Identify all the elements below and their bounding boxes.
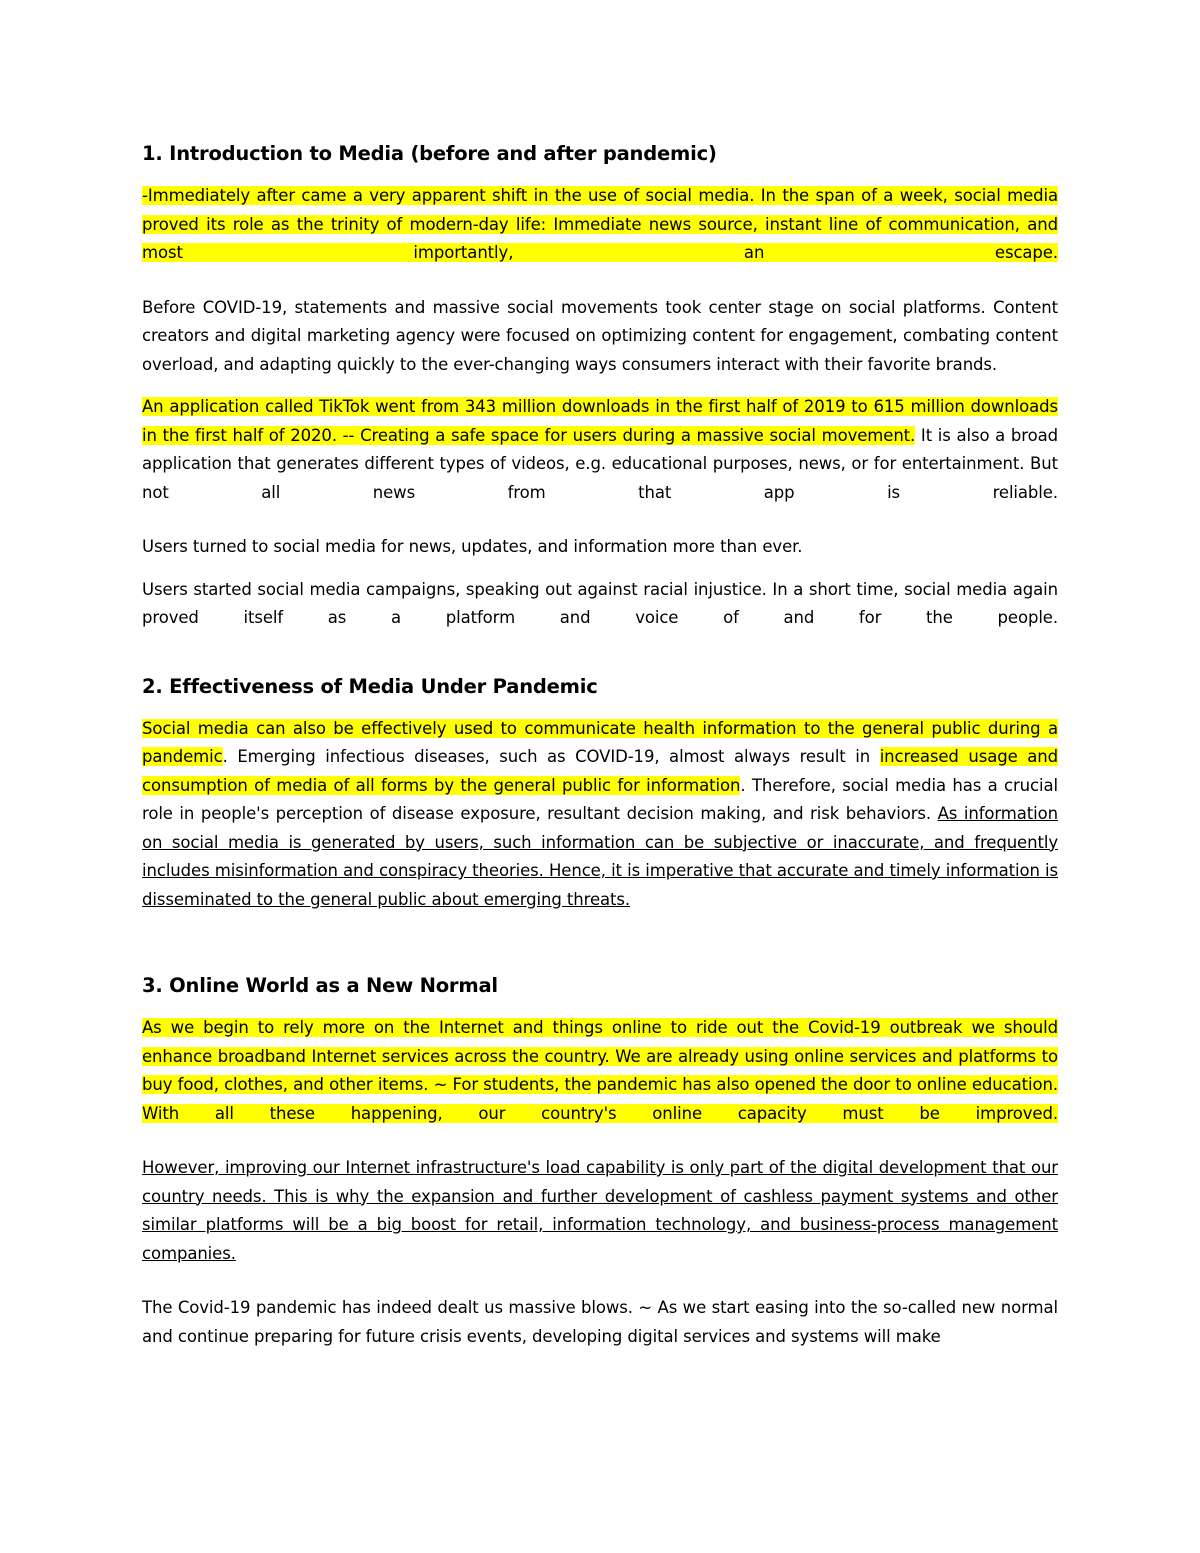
section-3-paragraph-1 bbox=[142, 1014, 1058, 1128]
section-1-paragraph-4: Users turned to social media for news, updates, and information more than ever. bbox=[142, 537, 803, 556]
section-1-paragraph-3 bbox=[142, 393, 1058, 507]
section-1-paragraph-1 bbox=[142, 182, 1058, 268]
section-1-heading: 1. Introduction to Media (before and after pandemic) bbox=[142, 142, 717, 165]
underlined-text: As information on social media is generated by users, such information can be subjective or inaccurate, and frequently includes misinformation and conspiracy theories. Hence, it is imperative that accurate and timely information is disseminated to the general public about emerging threats. bbox=[142, 804, 1058, 909]
section-3-heading: 3. Online World as a New Normal bbox=[142, 974, 498, 997]
highlighted-text: An application called TikTok went from 343 million downloads in the first half of 2019 to 615 million downloads in the first half of 2020. -- Creating a safe space for users during a massive social movement. bbox=[142, 397, 1058, 445]
paragraph-text: It is also a broad application that generates different types of videos, e.g. educational purposes, news, or for entertainment. But not all news from that app is reliable. bbox=[142, 425, 1058, 502]
highlighted-text: -Immediately after came a very apparent shift in the use of social media. In the span of a week, social media proved its role as the trinity of modern-day life: Immediate news source, instant line of communication, and most importantly, an escape. bbox=[142, 186, 1058, 262]
section-3-paragraph-2 bbox=[142, 1154, 1058, 1268]
underlined-text: However, improving our Internet infrastructure's load capability is only part of the digital development that our country needs. This is why the expansion and further development of cashless payment systems and other similar platforms will be a big boost for retail, information technology, and business-process management companies. bbox=[142, 1158, 1058, 1263]
highlighted-text: As we begin to rely more on the Internet and things online to ride out the Covid-19 outbreak we should enhance broadband Internet services across the country. We are already using online services and platforms to buy food, clothes, and other items. ~ For students, the pandemic has also opened the door to online education. With all these happening, our country's online capacity must be improved. bbox=[142, 1018, 1058, 1123]
paragraph-text: . Emerging infectious diseases, such as COVID-19, almost always result in bbox=[222, 747, 880, 766]
section-3-paragraph-3: The Covid-19 pandemic has indeed dealt us massive blows. ~ As we start easing into the so-called new normal and continue preparing for future crisis events, developing digital services and systems will make bbox=[142, 1298, 1058, 1346]
section-1-paragraph-2: Before COVID-19, statements and massive social movements took center stage on social platforms. Content creators and digital marketing agency were focused on optimizing content for engagement, combating content overload, and adapting quickly to the ever-changing ways consumers interact with their favorite brands. bbox=[142, 297, 1058, 374]
section-1-paragraph-5: Users started social media campaigns, speaking out against racial injustice. In a short time, social media again proved itself as a platform and voice of and for the people. bbox=[142, 579, 1058, 627]
section-2-heading: 2. Effectiveness of Media Under Pandemic bbox=[142, 674, 598, 698]
section-2-paragraph bbox=[142, 715, 1058, 915]
highlighted-text: Social media can also be effectively used to communicate health information to the general public during a pandemic bbox=[142, 718, 1058, 766]
paragraph-text: . Therefore, social media has a crucial role in people's perception of disease exposure, resultant decision making, and risk behaviors. bbox=[142, 775, 1058, 823]
highlighted-text: increased usage and consumption of media of all forms by the general public for information bbox=[142, 747, 1058, 795]
